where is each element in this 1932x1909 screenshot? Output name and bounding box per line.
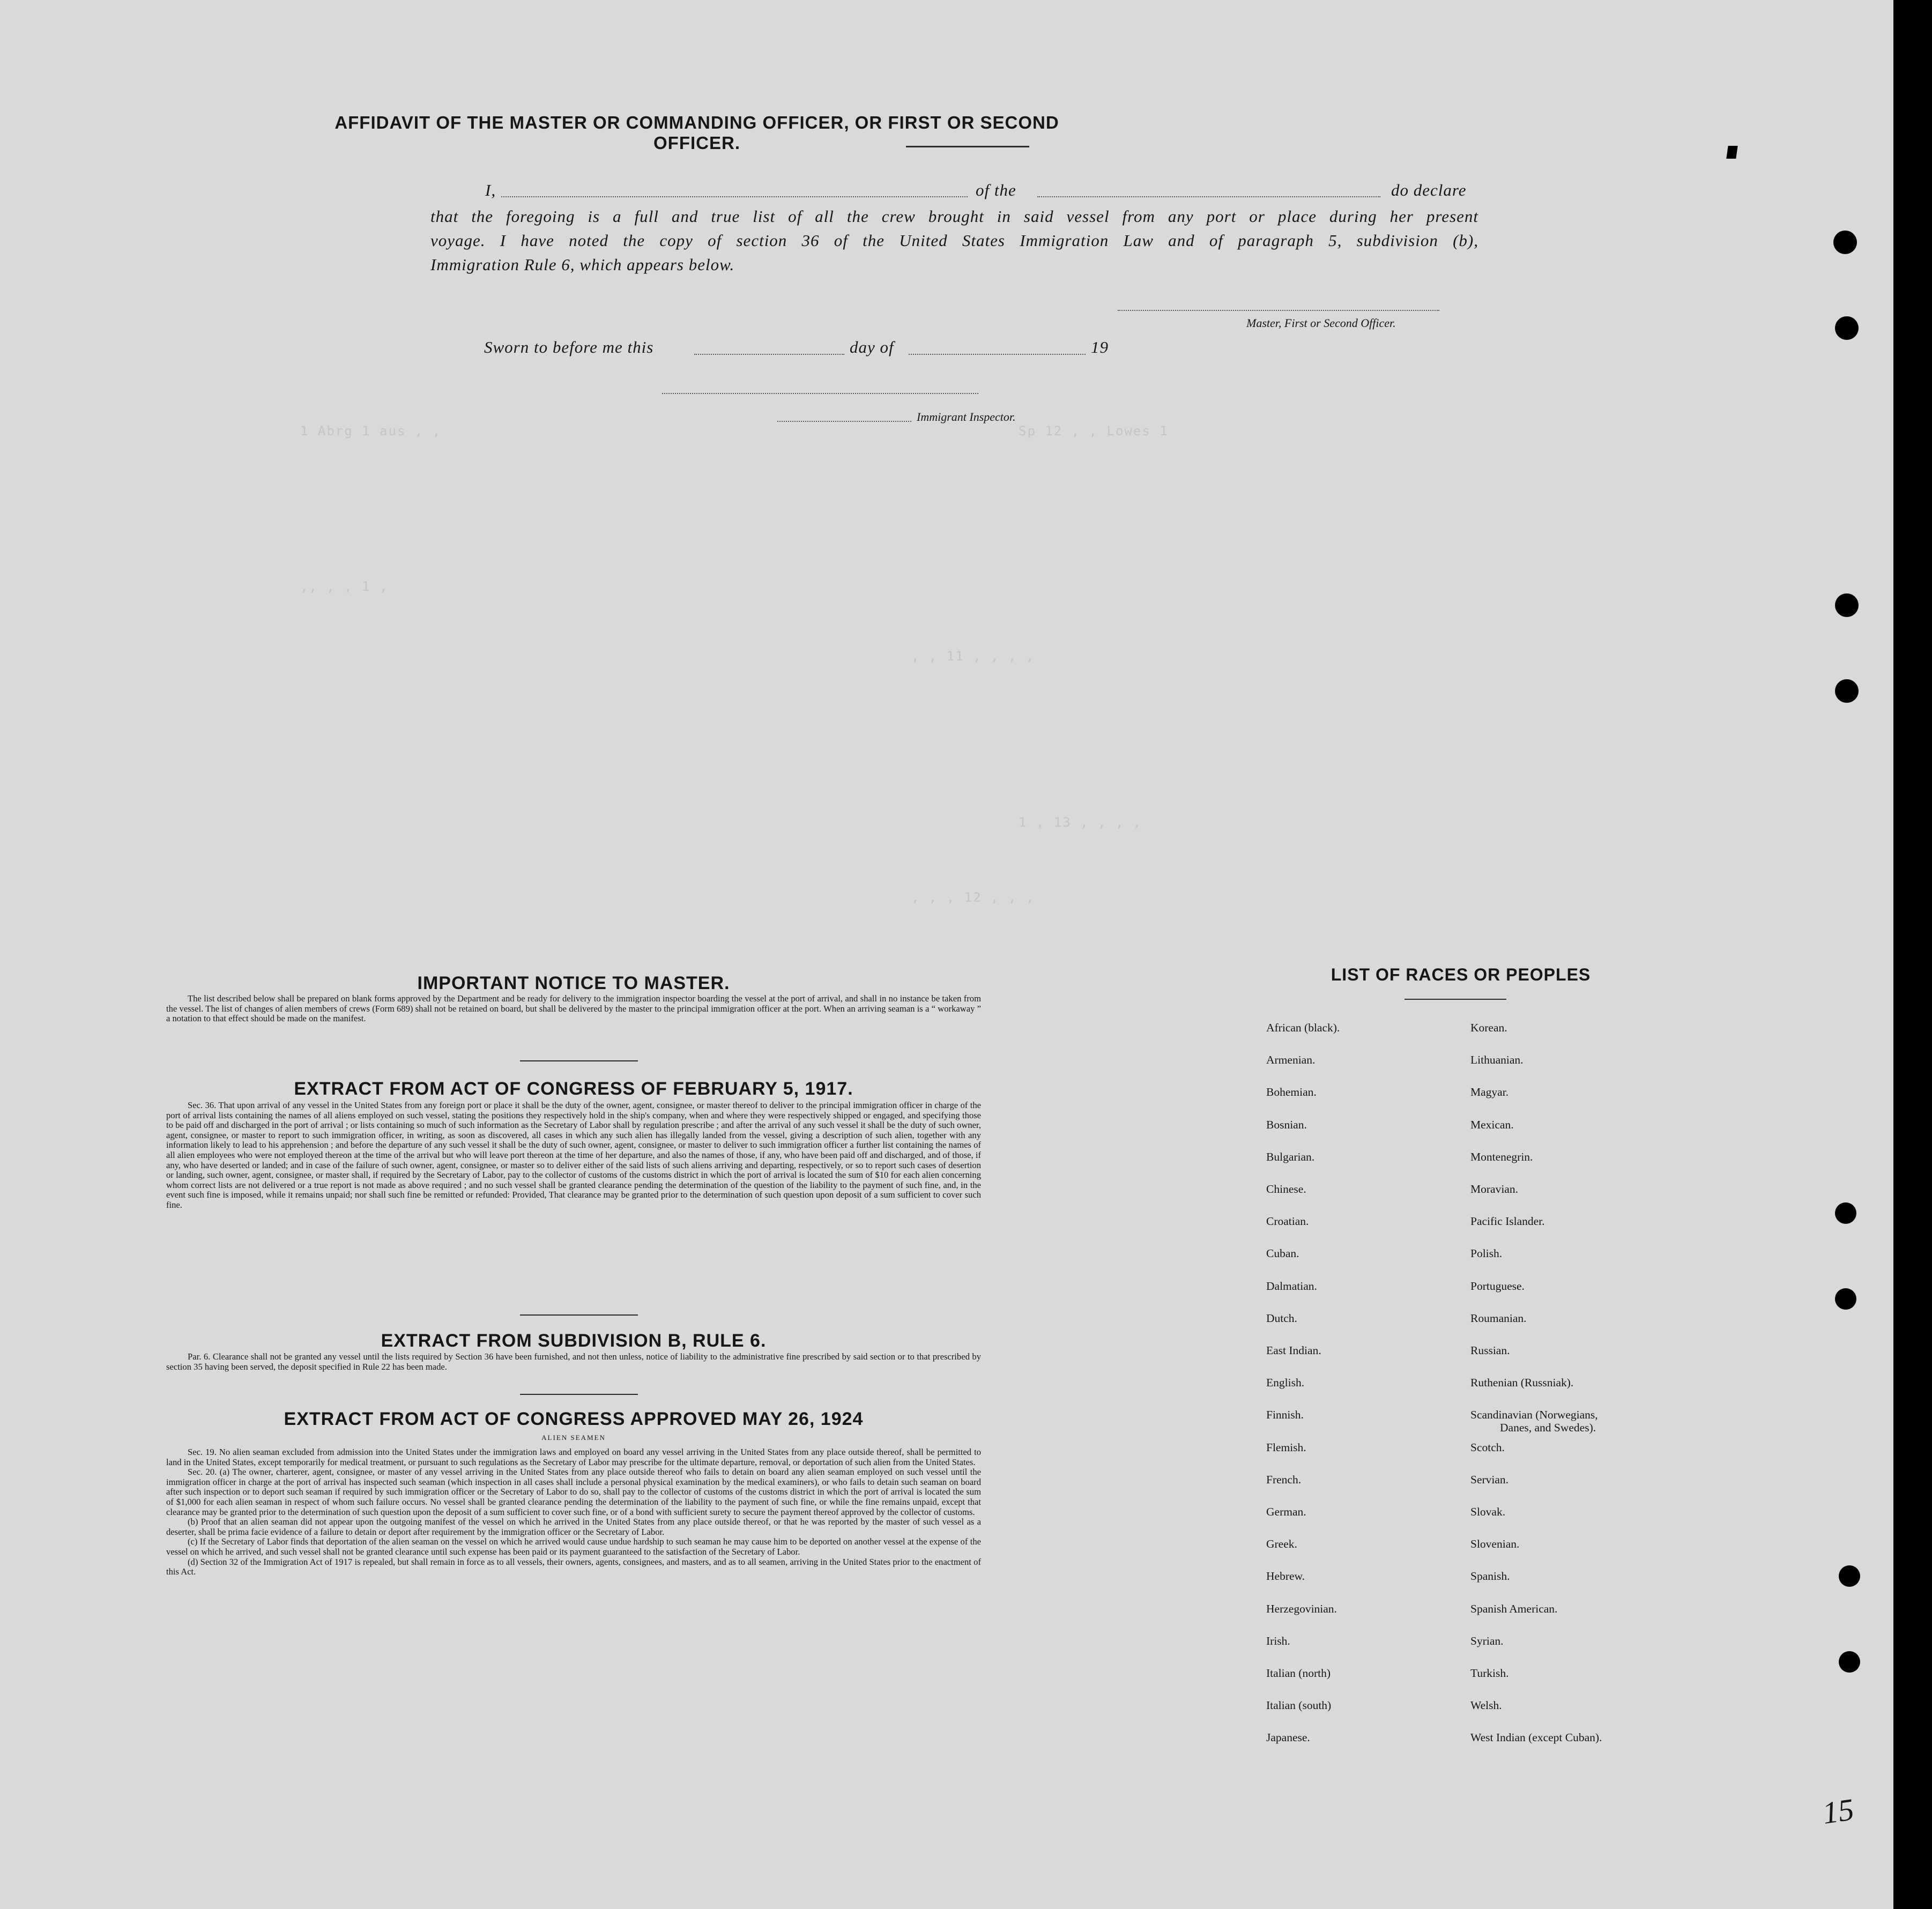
race-entry: Pacific Islander.: [1470, 1215, 1545, 1228]
race-entry: Italian (north): [1266, 1667, 1331, 1680]
bleed-through-text: , , , 12 , , ,: [911, 890, 1035, 905]
ink-mark: [1726, 146, 1737, 159]
extract-1924-title: EXTRACT FROM ACT OF CONGRESS APPROVED MAY 26, 1924: [284, 1409, 864, 1429]
extract-1924-text: [166, 1447, 981, 1577]
extract-1917-title: EXTRACT FROM ACT OF CONGRESS OF FEBRUARY 5, 1917.: [294, 1079, 853, 1099]
affidavit-i-label: I,: [485, 181, 496, 199]
race-entry: Spanish American.: [1470, 1602, 1558, 1615]
race-entry: Scandinavian (Norwegians,: [1470, 1408, 1598, 1422]
race-entry: Montenegrin.: [1470, 1150, 1533, 1163]
rule6-paragraph: Par. 6. Clearance shall not be granted any vessel until the lists required by Section 36 have been furnished, and not then unless, notice of liability to the administrative fine prescribed by said section or to that prescribed by section 35 having been served, the deposit specified in Rule 22 has been made.: [166, 1351, 981, 1372]
race-entry: Scotch.: [1470, 1440, 1505, 1454]
race-entry: English.: [1266, 1376, 1305, 1390]
race-entry: Dalmatian.: [1266, 1279, 1317, 1293]
punch-hole: [1839, 1651, 1860, 1673]
extract-rule6-title: EXTRACT FROM SUBDIVISION B, RULE 6.: [381, 1331, 767, 1351]
affidavit-of-the-label: of the: [976, 181, 1016, 199]
divider: [1405, 999, 1506, 1000]
race-entry: Irish.: [1266, 1634, 1290, 1647]
race-entry: French.: [1266, 1473, 1302, 1486]
race-entry: Greek.: [1266, 1537, 1297, 1551]
race-entry: Mexican.: [1470, 1118, 1514, 1131]
bleed-through-text: 1 , 13 , , , ,: [1019, 815, 1142, 830]
race-entry: Finnish.: [1266, 1408, 1304, 1422]
section-20d-paragraph: (d) Section 32 of the Immigration Act of 1917 is repealed, but shall remain in force as to all vessels, their owners, agents, consignees, and masters, and as to all seamen, arriving in the United States prior to the enactment of this Act.: [166, 1556, 981, 1577]
race-entry: Welsh.: [1470, 1699, 1502, 1712]
punch-hole: [1833, 231, 1857, 254]
affidavit-line-2: that the foregoing is a full and true list of all the crew brought in said vessel from any port or place during her present: [430, 207, 1478, 226]
notice-text: [166, 994, 981, 1024]
race-entry: German.: [1266, 1505, 1306, 1518]
punch-hole: [1835, 679, 1859, 703]
affidavit-title: AFFIDAVIT OF THE MASTER OR COMMANDING OFFICER, OR FIRST OR SECOND OFFICER.: [335, 113, 1059, 153]
race-entry: Slovak.: [1470, 1505, 1506, 1518]
race-entry: Syrian.: [1470, 1634, 1504, 1647]
spacer: [1726, 1769, 1727, 1770]
inspector-signature-line[interactable]: [662, 393, 978, 394]
section-20c-paragraph: (c) If the Secretary of Labor finds that deportation of the alien seaman on the vessel on which he arrived would cause undue hardship to such seaman he may cause him to be deported on another vessel at the expense of the vessel on which he arrived, and such vessel shall not be granted clearance until such expense has been paid or its payment guaranteed to the satisfaction of the Secretary of Labor.: [166, 1536, 981, 1557]
race-entry: West Indian (except Cuban).: [1470, 1731, 1602, 1744]
extract-1917-text: [166, 1101, 981, 1210]
race-entry: Spanish.: [1470, 1570, 1510, 1583]
notice-paragraph: The list described below shall be prepared on blank forms approved by the Department and be ready for delivery to the immigration inspector boarding the vessel at the port of arrival, and shall in no instance be taken from the vessel. The list of changes of alien members of crews (Form 689) shall not be retained on board, but shall be delivered by the master to the principal immigration officer at the port. When an arriving seaman is a “ workaway ” a notation to that effect should be made on the manifest.: [166, 993, 981, 1024]
race-entry: East Indian.: [1266, 1344, 1321, 1357]
punch-hole: [1835, 1288, 1856, 1310]
extract-rule6-text: [166, 1352, 981, 1372]
race-entry: Portuguese.: [1470, 1279, 1525, 1293]
divider: [520, 1060, 638, 1061]
race-entry: Armenian.: [1266, 1053, 1316, 1067]
punch-hole: [1835, 1202, 1856, 1224]
sworn-label: Sworn to before me this: [484, 338, 654, 356]
race-entry: Ruthenian (Russniak).: [1470, 1376, 1574, 1390]
race-entry: Herzegovinian.: [1266, 1602, 1337, 1615]
bleed-through-text: , , 11 , , , ,: [911, 649, 1035, 664]
race-entry: Bosnian.: [1266, 1118, 1307, 1131]
sworn-year-label: 19: [1091, 338, 1109, 356]
inspector-label: Immigrant Inspector.: [917, 410, 1016, 424]
punch-hole: [1835, 316, 1859, 340]
race-entry: Polish.: [1470, 1247, 1503, 1260]
master-signature-label: Master, First or Second Officer.: [1246, 316, 1396, 330]
sworn-day-blank[interactable]: [694, 354, 844, 355]
race-entry: Hebrew.: [1266, 1570, 1305, 1583]
affidavit-do-declare-label: do declare: [1391, 181, 1467, 199]
vessel-name-blank[interactable]: [1037, 196, 1380, 197]
affidavit-line-3: voyage. I have noted the copy of section 36 of the United States Immigration Law and of paragraph 5, subdivision (b),: [430, 231, 1478, 250]
race-entry-continuation: Danes, and Swedes).: [1500, 1421, 1596, 1434]
punch-hole: [1835, 593, 1859, 617]
inspector-name-line[interactable]: [777, 421, 911, 422]
sworn-month-blank[interactable]: [909, 354, 1086, 355]
race-entry: Flemish.: [1266, 1440, 1306, 1454]
punch-hole: [1839, 1565, 1860, 1587]
handwritten-page-number: 15: [1820, 1792, 1856, 1831]
sworn-day-of-label: day of: [850, 338, 894, 356]
affidavit-line-4: Immigration Rule 6, which appears below.: [430, 255, 735, 274]
race-entry: Bohemian.: [1266, 1086, 1317, 1099]
race-entry: Chinese.: [1266, 1183, 1306, 1195]
race-entry: Dutch.: [1266, 1311, 1297, 1325]
race-entry: Moravian.: [1470, 1183, 1518, 1195]
race-entry: Croatian.: [1266, 1215, 1309, 1228]
race-entry: African (black).: [1266, 1021, 1340, 1034]
master-name-blank[interactable]: [501, 196, 968, 197]
divider: [906, 146, 1029, 147]
race-entry: Italian (south): [1266, 1699, 1332, 1712]
race-entry: Turkish.: [1470, 1667, 1509, 1680]
race-entry: Korean.: [1470, 1021, 1507, 1034]
race-entry: Cuban.: [1266, 1247, 1299, 1260]
race-entry: Bulgarian.: [1266, 1150, 1315, 1163]
race-entry: Magyar.: [1470, 1086, 1509, 1099]
alien-seamen-subtitle: ALIEN SEAMEN: [541, 1433, 606, 1442]
section-20a-paragraph: Sec. 20. (a) The owner, charterer, agent, consignee, or master of any vessel arriving in the United States from any place outside thereof who fails to detain on board any alien seaman employed on such vessel until the immigration officer in charge at the port of arrival has inspected such seaman (which inspection in all cases shall include a personal physical examination by the medical examiners), or who fails to detain such seaman on board after such inspection or to deport such seaman if required by such immigration officer or the Secretary of Labor to do so, shall pay to the collector of customs of the customs district in which the port of arrival is located the sum of $1,000 for each alien seaman in respect of whom such failure occurs. No vessel shall be granted clearance pending the determination of the liability to the payment of such fine, or while the fine remains unpaid, except that clearance may be granted prior to the determination of such question upon the deposit of a sum sufficient to cover such fine, or of a bond with sufficient surety to secure the payment thereof approved by the collector of customs.: [166, 1467, 981, 1517]
divider: [520, 1314, 638, 1316]
race-entry: Slovenian.: [1470, 1537, 1520, 1551]
divider: [520, 1394, 638, 1395]
bleed-through-text: 1 Abrg 1 aus , ,: [300, 424, 442, 439]
master-signature-line[interactable]: [1118, 310, 1439, 311]
bleed-through-text: ,, , , 1 ,: [300, 579, 389, 594]
race-entry: Lithuanian.: [1470, 1053, 1524, 1067]
race-entry: Roumanian.: [1470, 1311, 1527, 1325]
race-entry: Russian.: [1470, 1344, 1510, 1357]
notice-title: IMPORTANT NOTICE TO MASTER.: [417, 973, 730, 993]
section-36-paragraph: Sec. 36. That upon arrival of any vessel in the United States from any foreign port or place it shall be the duty of the owner, agent, consignee, or master thereof to deliver to the principal immigration officer in charge of the port of arrival lists containing the names of all aliens employed on such vessel, stating the positions they respectively hold in the ship's company, when and where they were respectively shipped or engaged, and specifying those to be paid off and discharged in the port of arrival ; or lists containing so much of such information as the Secretary of Labor shall by regulation prescribe ; and after the arrival of any such vessel it shall be the duty of such owner, agent, consignee, or master to report to such immigration officer, in writing, as soon as discovered, all cases in which any such alien has illegally landed from the vessel, giving a description of such alien, together with any information likely to lead to his apprehension ; and before the departure of any such vessel it shall be the duty of such owner, agent, consignee, or master to deliver to such immigration officer a further list containing the names of all alien employees who were not employed thereon at the time of the arrival but who will leave port thereon at the time of her departure, and also the names of those, if any, who have been paid off and discharged, and of those, if any, who have deserted or landed; and in case of the failure of such owner, agent, consignee, or master so to deliver either of the said lists of such aliens arriving and departing, respectively, or so to report such cases of desertion or landing, such owner, agent, consignee, or master shall, if required by the Secretary of Labor, pay to the collector of customs of the customs district in which the port of arrival is located the sum of $10 for each alien concerning whom correct lists are not delivered or a true report is not made as above required ; and no such vessel shall be granted clearance pending the determination of the question of the liability to the payment of such fine, and, in the event such fine is imposed, while it remains unpaid; nor shall such fine be remitted or refunded: Provided, That clearance may be granted prior to the determination of such question upon deposit of a sum sufficient to cover such fine.: [166, 1100, 981, 1210]
race-entry: Servian.: [1470, 1473, 1509, 1486]
section-20b-paragraph: (b) Proof that an alien seaman did not appear upon the outgoing manifest of the vessel on which he arrived in the United States from any place outside thereof, or that he was reported by the master of such vessel as a deserter, shall be prima facie evidence of a failure to detain or deport after requirement by the immigration officer or the Secretary of Labor.: [166, 1517, 981, 1537]
race-entry: Japanese.: [1266, 1731, 1310, 1744]
section-19-paragraph: Sec. 19. No alien seaman excluded from admission into the United States under the immigration laws and employed on board any vessel arriving in the United States from any place outside thereof, shall be permitted to land in the United States, except temporarily for medical treatment, or pursuant to such regulations as the Secretary of Labor may prescribe for the ultimate departure, removal, or deportation of such alien from the United States.: [166, 1447, 981, 1467]
races-title: LIST OF RACES OR PEOPLES: [1331, 965, 1591, 984]
bleed-through-text: Sp 12 , , Lowes 1: [1019, 424, 1169, 439]
